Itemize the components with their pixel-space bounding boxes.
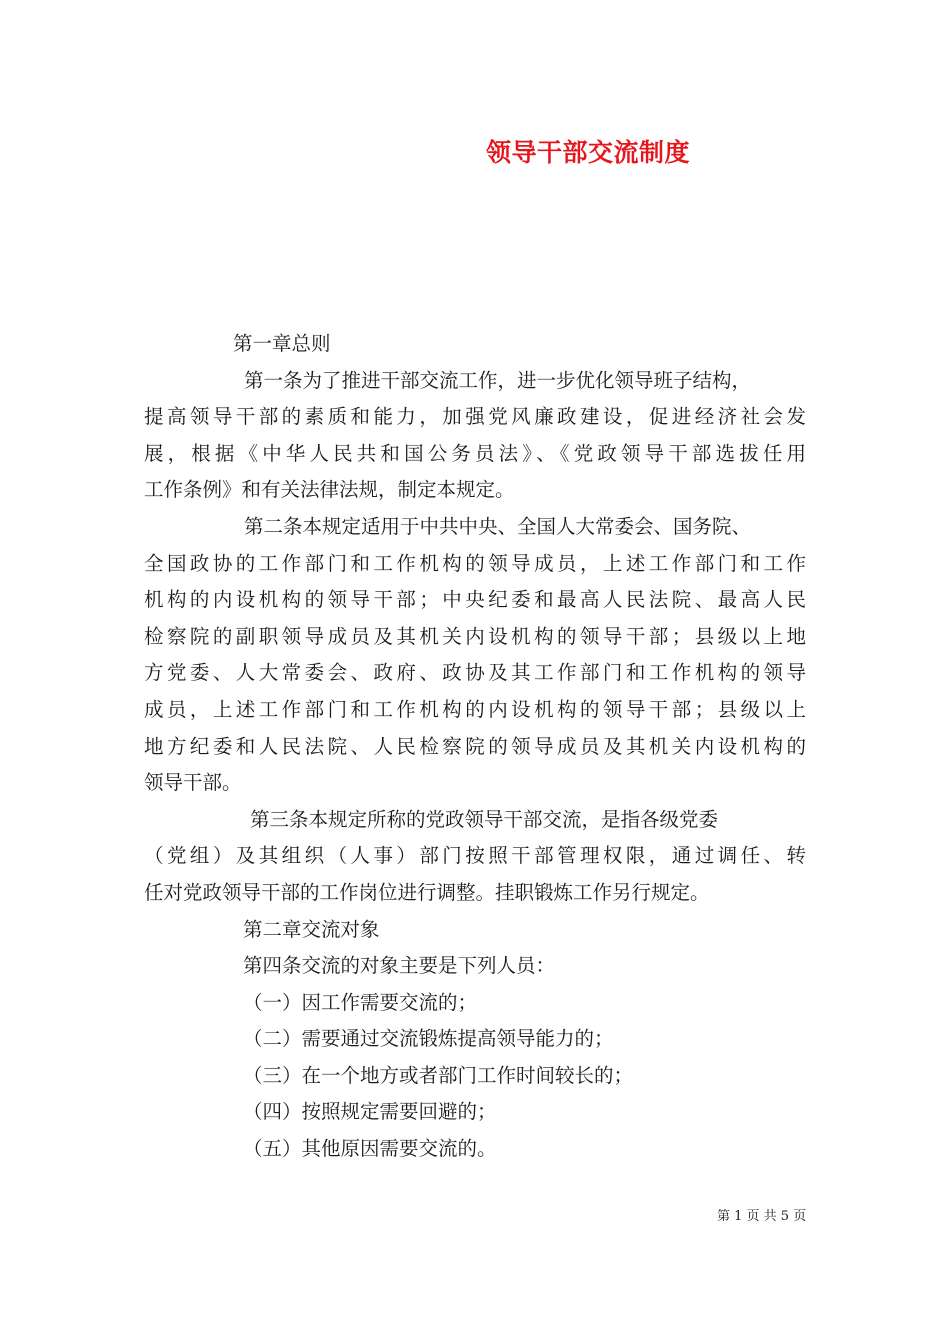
article-2-line: 第二条本规定适用于中共中央、全国人大常委会、国务院、 [244, 514, 752, 538]
chapter-heading: 第一章总则 [233, 332, 331, 355]
list-item: （四）按照规定需要回避的； [243, 1100, 497, 1124]
article-2-line: 成员，上述工作部门和工作机构的内设机构的领导干部；县级以上 [144, 697, 806, 721]
article-2-line: 检察院的副职领导成员及其机关内设机构的领导干部；县级以上地 [144, 624, 806, 648]
list-item: （三）在一个地方或者部门工作时间较长的； [243, 1063, 634, 1087]
article-1-line: 第一条为了推进干部交流工作，进一步优化领导班子结构， [244, 368, 752, 392]
article-2-line: 机构的内设机构的领导干部；中央纪委和最高人民法院、最高人民 [144, 588, 806, 612]
article-1-line: 提高领导干部的素质和能力，加强党风廉政建设，促进经济社会发 [144, 405, 806, 429]
document-title: 领导干部交流制度 [486, 138, 691, 167]
article-2-line: 地方纪委和人民法院、人民检察院的领导成员及其机关内设机构的 [144, 734, 806, 758]
article-3-line: 任对党政领导干部的工作岗位进行调整。挂职锻炼工作另行规定。 [144, 880, 710, 904]
article-4-intro: 第四条交流的对象主要是下列人员： [243, 954, 556, 978]
list-item: （二）需要通过交流锻炼提高领导能力的； [243, 1027, 614, 1051]
document-body [144, 326, 806, 1168]
article-2-line: 领导干部。 [144, 771, 242, 795]
page-number: 第 1 页 共 5 页 [717, 1209, 807, 1224]
article-2-line: 全国政协的工作部门和工作机构的领导成员，上述工作部门和工作 [144, 551, 806, 575]
article-1-line: 工作条例》和有关法律法规，制定本规定。 [144, 478, 515, 502]
article-1-line: 展，根据《中华人民共和国公务员法》、《党政领导干部选拔任用 [144, 441, 806, 465]
chapter-heading: 第二章交流对象 [243, 917, 380, 941]
list-item: （一）因工作需要交流的； [243, 990, 478, 1014]
article-3-line: 第三条本规定所称的党政领导干部交流，是指各级党委 [250, 807, 719, 831]
article-2-line: 方党委、人大常委会、政府、政协及其工作部门和工作机构的领导 [144, 661, 806, 685]
article-3-line: （党组）及其组织（人事）部门按照干部管理权限，通过调任、转 [144, 844, 806, 868]
list-item: （五）其他原因需要交流的。 [243, 1137, 497, 1161]
